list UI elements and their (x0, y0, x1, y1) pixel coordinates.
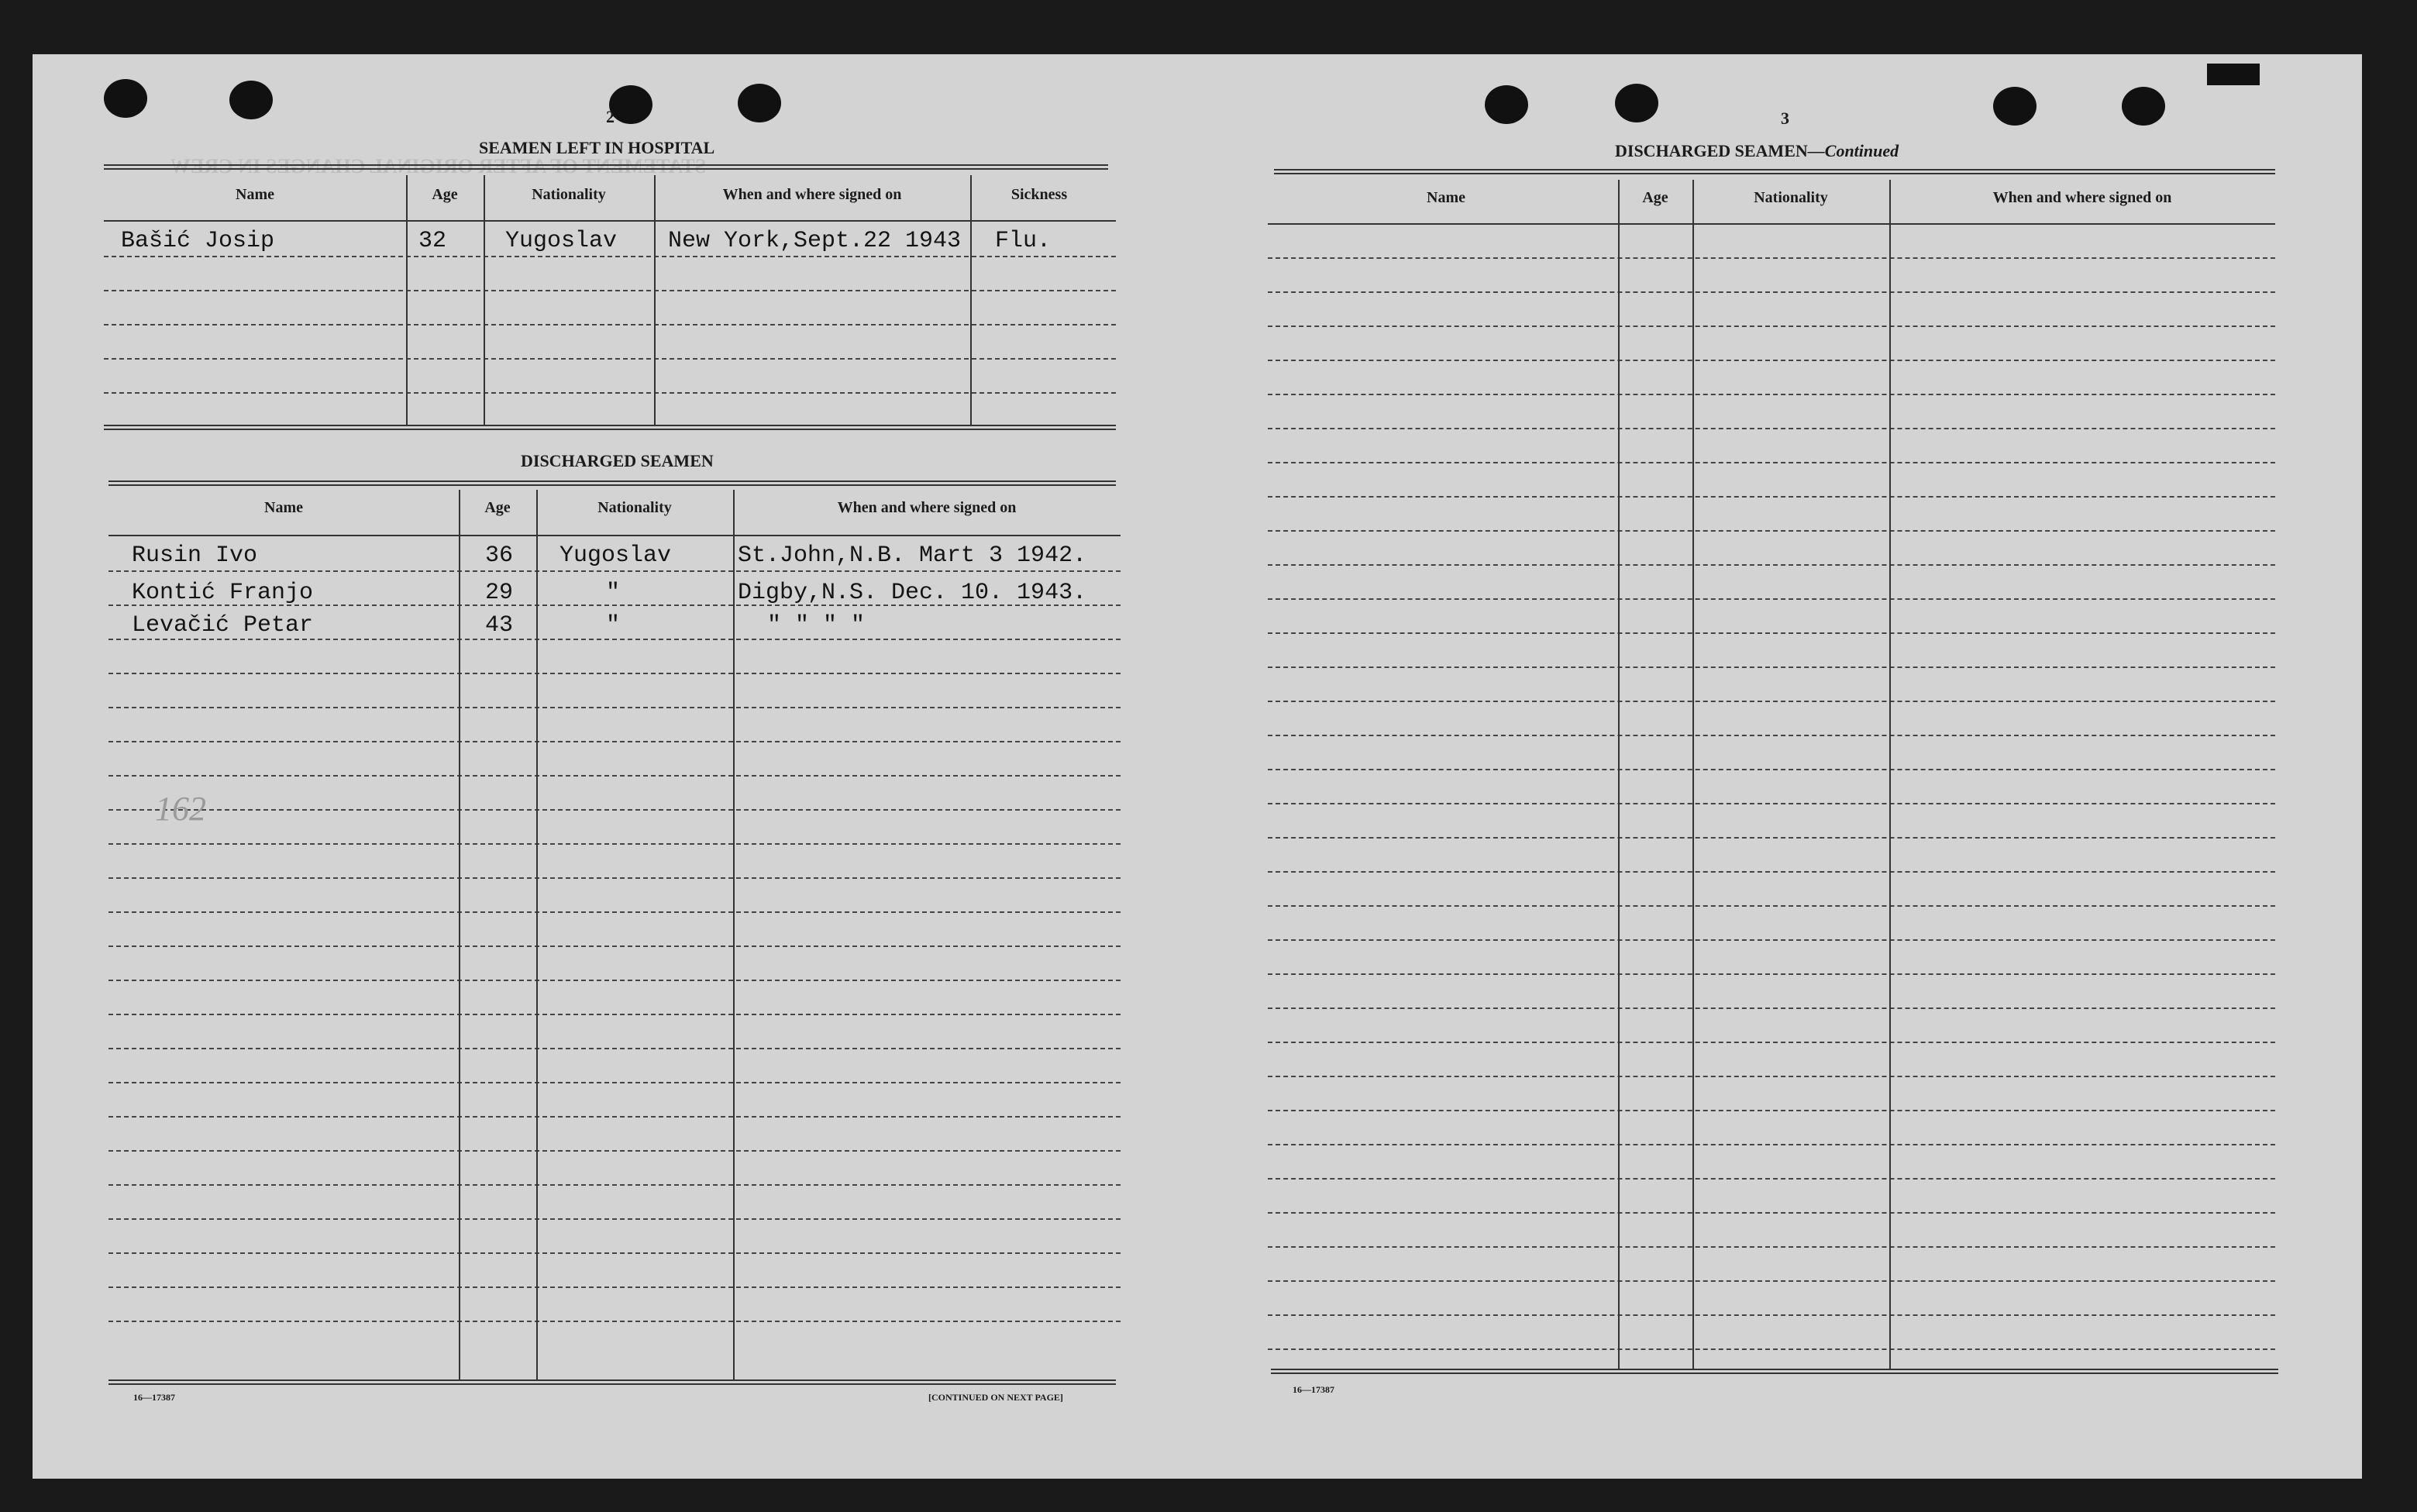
hospital-row-name: Bašić Josip (121, 228, 275, 254)
punch-hole (1993, 87, 2037, 126)
discharged-header-signed-on: When and where signed on (837, 499, 1017, 516)
continued-header-age: Age (1642, 189, 1668, 206)
discharged-row-signed-on: Digby,N.S. Dec. 10. 1943. (738, 580, 1087, 606)
hospital-header-sickness: Sickness (1011, 186, 1068, 203)
left-page-number: 2 (606, 107, 615, 126)
hospital-row-nationality: Yugoslav (505, 228, 618, 254)
pencil-note: 162 (155, 790, 206, 828)
punch-hole (2122, 87, 2165, 126)
discharged-row-name: Rusin Ivo (132, 542, 258, 569)
discharged-row-nationality: " (606, 612, 621, 639)
discharged-row-name: Kontić Franjo (132, 580, 314, 606)
hospital-header-name: Name (236, 186, 274, 203)
hospital-section-title: SEAMEN LEFT IN HOSPITAL (479, 138, 715, 157)
hospital-row-signed-on: New York,Sept.22 1943 (668, 228, 962, 254)
punch-hole (738, 84, 781, 122)
discharged-row-nationality: " (606, 580, 621, 606)
continued-header-nationality: Nationality (1754, 189, 1828, 206)
hospital-header-age: Age (432, 186, 458, 203)
discharged-header-nationality: Nationality (597, 499, 672, 516)
punch-hole (1485, 85, 1528, 124)
discharged-row-age: 36 (485, 542, 514, 569)
punch-hole (104, 79, 147, 118)
continued-header-name: Name (1427, 189, 1465, 206)
punch-hole (1615, 84, 1658, 122)
discharged-section-title: DISCHARGED SEAMEN (521, 451, 714, 470)
discharged-row-age: 43 (485, 612, 514, 639)
right-section-title (1615, 141, 1899, 161)
right-title-suffix: —Continued (1807, 141, 1899, 160)
hospital-row-sickness: Flu. (995, 228, 1052, 254)
continued-header-signed-on: When and where signed on (1992, 189, 2172, 206)
hospital-row-age: 32 (418, 228, 447, 254)
discharged-row-signed-on: " " " " (767, 612, 866, 639)
punch-hole (609, 85, 652, 124)
right-title-main: DISCHARGED SEAMEN (1615, 141, 1808, 160)
discharged-row-signed-on: St.John,N.B. Mart 3 1942. (738, 542, 1087, 569)
hospital-header-nationality: Nationality (532, 186, 606, 203)
right-form-number: 16—17387 (1293, 1384, 1334, 1395)
discharged-row-name: Levačić Petar (132, 612, 314, 639)
discharged-header-name: Name (264, 499, 303, 516)
bleed-through-text: STATEMENT OF AFTER ORIGINAL CHANGES IN CREW (170, 155, 707, 177)
discharged-row-age: 29 (485, 580, 514, 606)
left-form-number: 16—17387 (133, 1392, 175, 1403)
right-page-number: 3 (1781, 108, 1789, 128)
continued-note: [CONTINUED ON NEXT PAGE] (928, 1392, 1063, 1403)
hospital-header-signed-on: When and where signed on (722, 186, 902, 203)
discharged-header-age: Age (484, 499, 511, 516)
binding-tab (2207, 64, 2260, 85)
punch-hole (229, 81, 273, 119)
discharged-row-nationality: Yugoslav (559, 542, 672, 569)
document-sheet (33, 54, 2362, 1479)
